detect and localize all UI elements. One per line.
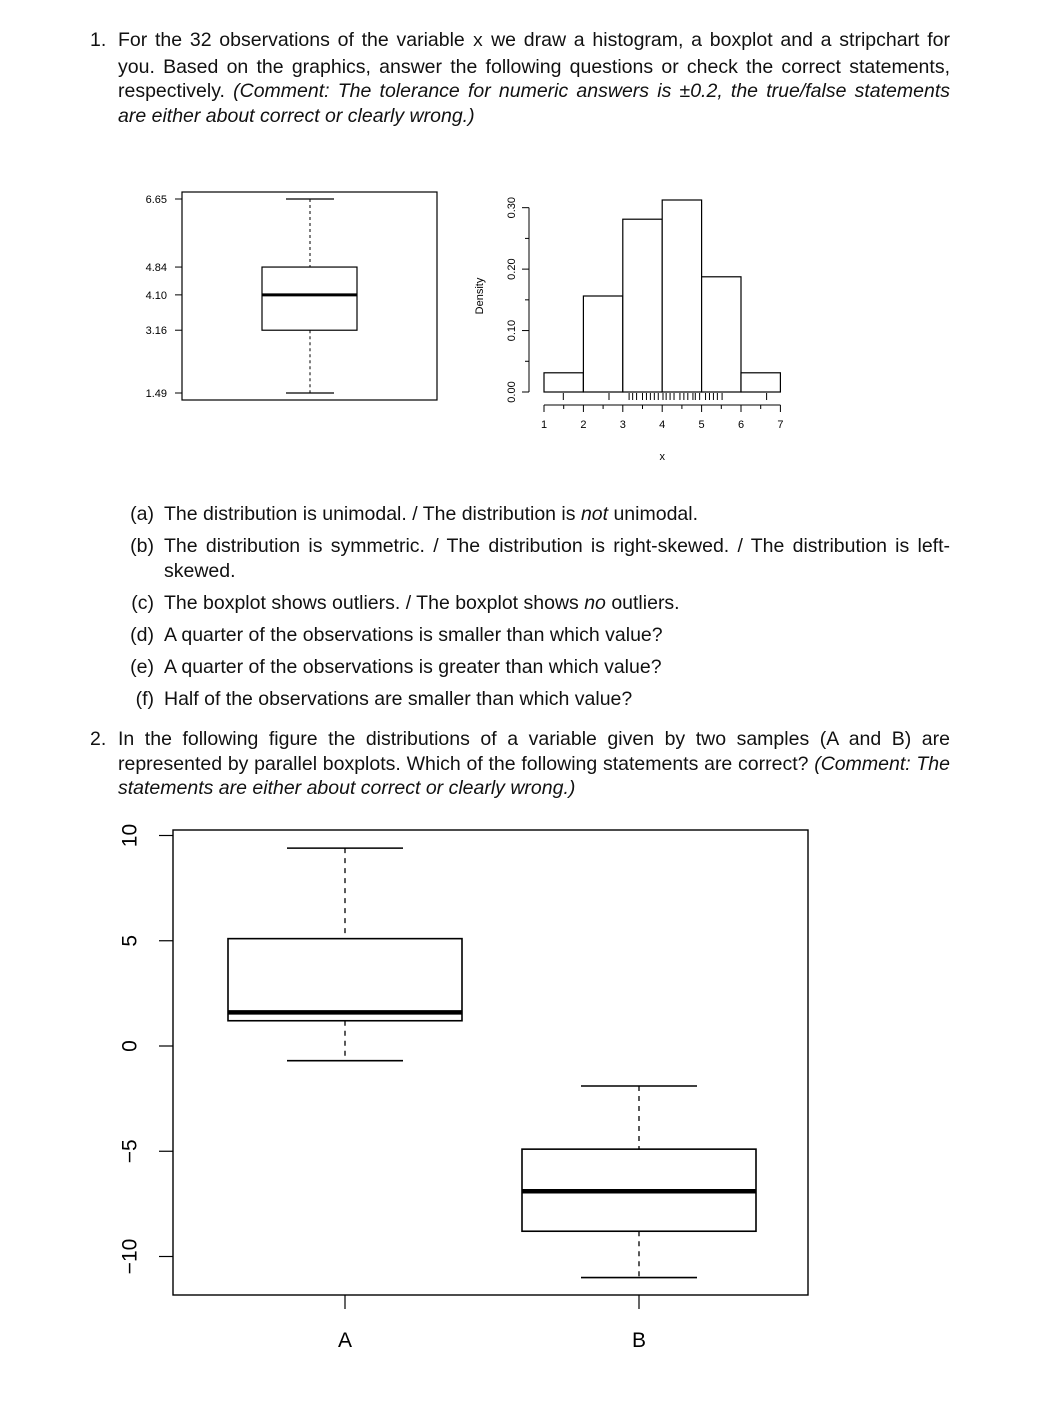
y-tick-label: 0.30 — [506, 196, 518, 219]
variable-name: x — [472, 32, 484, 52]
question-1-intro-pre: For the 32 observations of the variable — [118, 29, 473, 51]
part-text: A quarter of the observations is smaller than which value? — [164, 623, 663, 646]
part-d — [118, 623, 950, 648]
plot-frame — [173, 830, 808, 1295]
y-tick-label: 6.65 — [145, 194, 167, 206]
y-tick-label: 5 — [118, 934, 142, 947]
y-tick-label: 0.10 — [506, 319, 518, 342]
question-1-parts — [118, 502, 950, 719]
part-label: (f) — [135, 687, 154, 710]
histogram-bar — [702, 277, 741, 392]
part-label: (d) — [130, 623, 154, 646]
histogram-bar — [741, 373, 780, 392]
y-tick-label: 3.16 — [145, 325, 167, 338]
x-tick-label: 1 — [540, 419, 548, 431]
histogram-bar — [662, 200, 701, 392]
question-2-number: 2. — [90, 728, 107, 750]
question-1-comment: (Comment: The tolerance for numeric answers is ±0.2, the true/false statements are either about correct or clearly wrong.) — [118, 80, 950, 127]
iqr-box — [228, 939, 462, 1021]
y-tick-label: 1.49 — [145, 388, 167, 400]
q2-parallel-boxplot — [119, 824, 808, 1352]
part-text: The boxplot shows outliers. / The boxplot shows — [164, 591, 585, 614]
y-tick-label: −5 — [118, 1139, 142, 1164]
q1-histogram — [474, 197, 783, 463]
question-1-intro-post: we draw a histogram, a boxplot and a stripchart for you. Based on the graphics, answer the following questions or check the correct statements, respectively. — [118, 29, 950, 102]
question-1-number: 1. — [90, 29, 107, 51]
part-e — [118, 655, 950, 680]
part-label: (e) — [130, 655, 154, 678]
part-text-end: unimodal. — [608, 503, 699, 525]
y-tick-label: 4.10 — [145, 289, 167, 302]
y-tick-label: 0.20 — [506, 258, 518, 280]
part-label: (c) — [131, 591, 154, 614]
q1-boxplot — [146, 192, 437, 400]
part-a — [118, 502, 950, 527]
y-tick-label: 10 — [118, 823, 142, 848]
part-text: The distribution is unimodal. / The distribution is — [164, 503, 581, 525]
part-label: (b) — [130, 535, 154, 557]
x-tick-label: 3 — [619, 419, 626, 431]
part-b — [118, 534, 950, 583]
histogram-bar — [544, 373, 583, 392]
part-text: The distribution is symmetric. / The distribution is right-skewed. / The distribution is left-skewed. — [164, 535, 950, 582]
part-emphasis: no — [584, 591, 606, 614]
x-tick-label: A — [337, 1329, 353, 1352]
x-tick-label: 4 — [659, 419, 666, 431]
y-tick-label: −10 — [118, 1238, 142, 1275]
part-c — [118, 591, 950, 616]
part-f — [118, 687, 950, 712]
question-2-intro: In the following figure the distributions of a variable given by two samples (A and B) are represented by parallel boxplots. Which of the following statements are correct? — [118, 728, 950, 775]
x-tick-label: 5 — [698, 419, 705, 431]
y-tick-label: 4.84 — [145, 262, 167, 275]
histogram-bar — [583, 296, 622, 392]
part-text-end: outliers. — [605, 591, 680, 614]
iqr-box — [262, 267, 357, 330]
part-text: Half of the observations are smaller than which value? — [164, 687, 633, 710]
question-2 — [90, 727, 950, 801]
y-tick-label: 0.00 — [506, 381, 518, 403]
x-tick-label: 7 — [777, 419, 784, 431]
question-2-comment: (Comment: The statements are either about correct or clearly wrong.) — [118, 752, 950, 799]
part-emphasis: not — [580, 503, 609, 525]
y-tick-label: 0 — [118, 1040, 142, 1052]
y-axis-label: Density — [474, 277, 486, 315]
x-tick-label: 6 — [737, 419, 745, 431]
question-2-text — [118, 727, 950, 801]
q1-figure — [0, 0, 1051, 480]
x-axis-label: x — [659, 451, 665, 463]
x-tick-label: B — [631, 1329, 647, 1352]
histogram-bar — [623, 219, 662, 392]
part-text: A quarter of the observations is greater than which value? — [164, 655, 662, 678]
x-tick-label: 2 — [580, 419, 587, 431]
part-label: (a) — [130, 503, 154, 525]
iqr-box — [522, 1149, 756, 1231]
